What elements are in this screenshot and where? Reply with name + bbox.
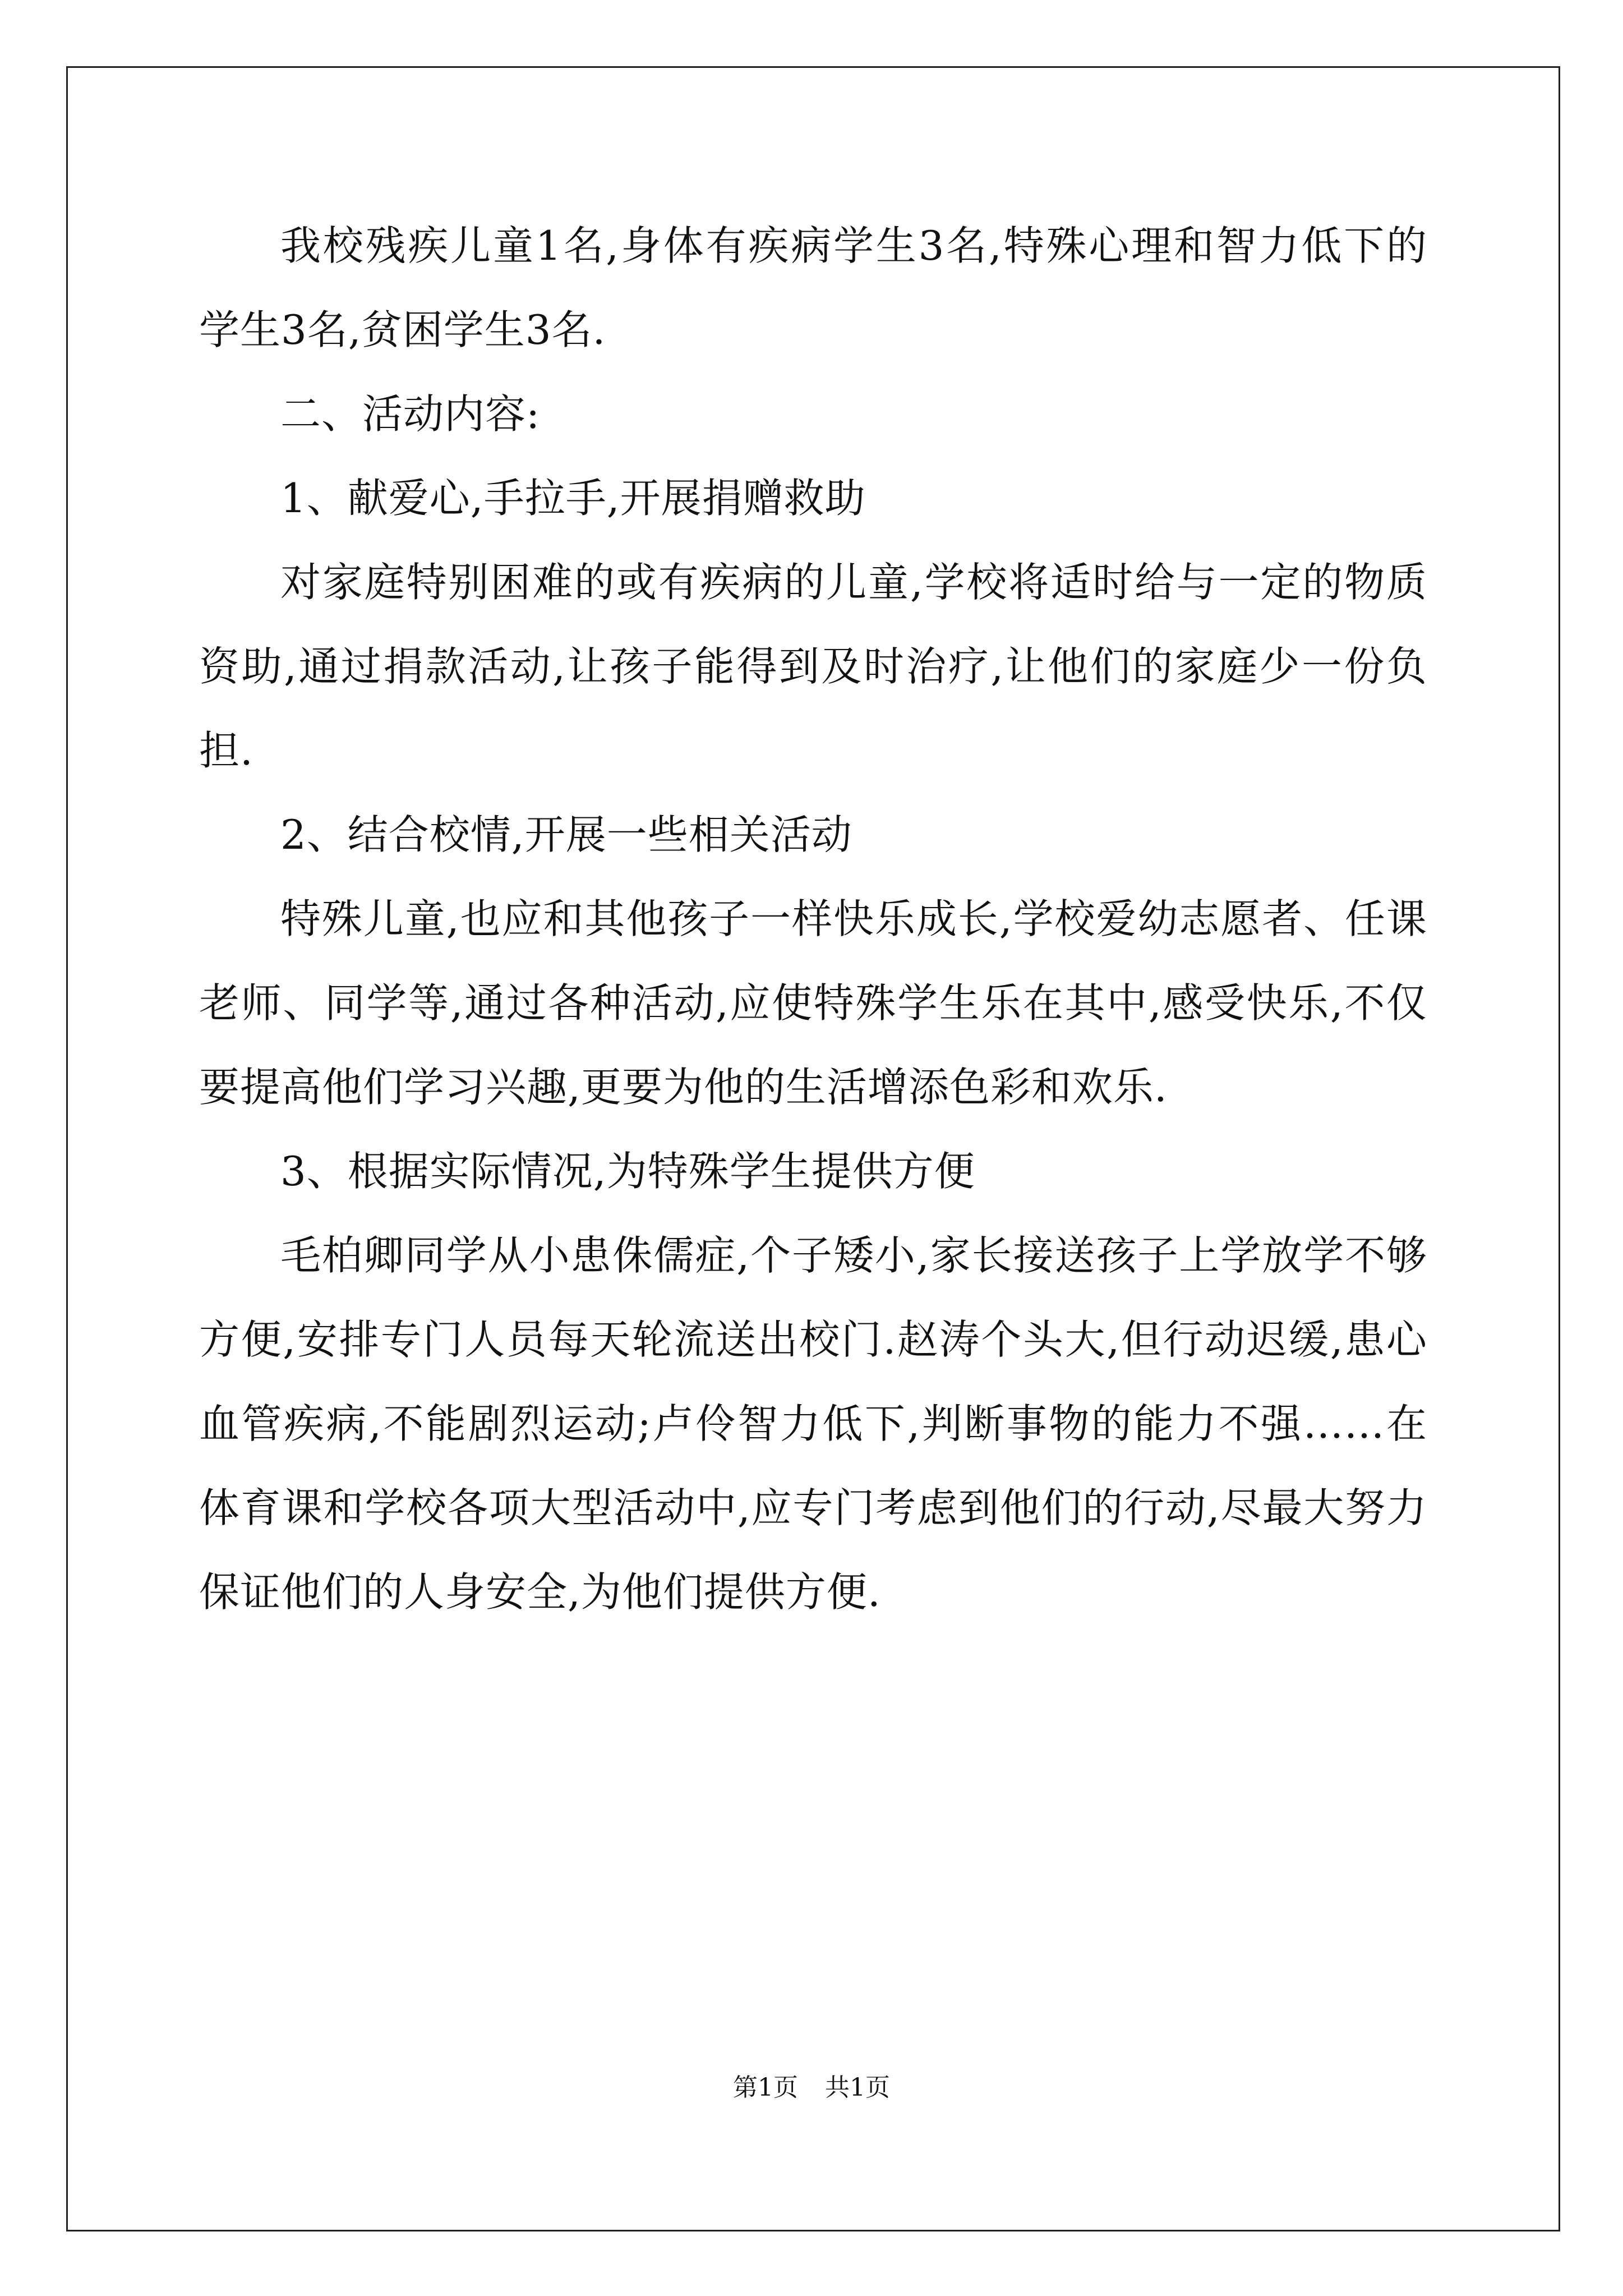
page-total: 共1页 bbox=[825, 2073, 890, 2102]
page-number: 第1页 bbox=[733, 2073, 798, 2102]
paragraph-line: 学生3名,贫困学生3名. bbox=[199, 306, 606, 353]
subsection-heading: 2、结合校情,开展一些相关活动 bbox=[280, 811, 852, 858]
paragraph-line: 血管疾病,不能剧烈运动;卢伶智力低下,判断事物的能力不强……在 bbox=[199, 1400, 1427, 1447]
subsection-heading: 3、根据实际情况,为特殊学生提供方便 bbox=[280, 1148, 975, 1195]
paragraph-line: 要提高他们学习兴趣,更要为他的生活增添色彩和欢乐. bbox=[199, 1064, 1168, 1111]
paragraph-line: 方便,安排专门人员每天轮流送出校门.赵涛个头大,但行动迟缓,患心 bbox=[199, 1316, 1427, 1363]
subsection-heading: 1、献爱心,手拉手,开展捐赠救助 bbox=[280, 475, 866, 522]
paragraph-line: 我校残疾儿童1名,身体有疾病学生3名,特殊心理和智力低下的 bbox=[280, 222, 1427, 269]
paragraph-line: 资助,通过捐款活动,让孩子能得到及时治疗,让他们的家庭少一份负 bbox=[199, 643, 1427, 690]
paragraph-line: 特殊儿童,也应和其他孩子一样快乐成长,学校爱幼志愿者、任课 bbox=[280, 895, 1427, 942]
paragraph-line: 毛柏卿同学从小患侏儒症,个子矮小,家长接送孩子上学放学不够 bbox=[280, 1232, 1427, 1279]
page-footer bbox=[0, 2072, 1623, 2104]
paragraph-line: 体育课和学校各项大型活动中,应专门考虑到他们的行动,尽最大努力 bbox=[199, 1484, 1427, 1531]
section-heading: 二、活动内容: bbox=[280, 390, 541, 438]
paragraph-line: 老师、同学等,通过各种活动,应使特殊学生乐在其中,感受快乐,不仅 bbox=[199, 979, 1427, 1027]
paragraph-line: 担. bbox=[199, 727, 253, 774]
paragraph-line: 对家庭特别困难的或有疾病的儿童,学校将适时给与一定的物质 bbox=[280, 559, 1427, 606]
paragraph-line: 保证他们的人身安全,为他们提供方便. bbox=[199, 1568, 881, 1616]
